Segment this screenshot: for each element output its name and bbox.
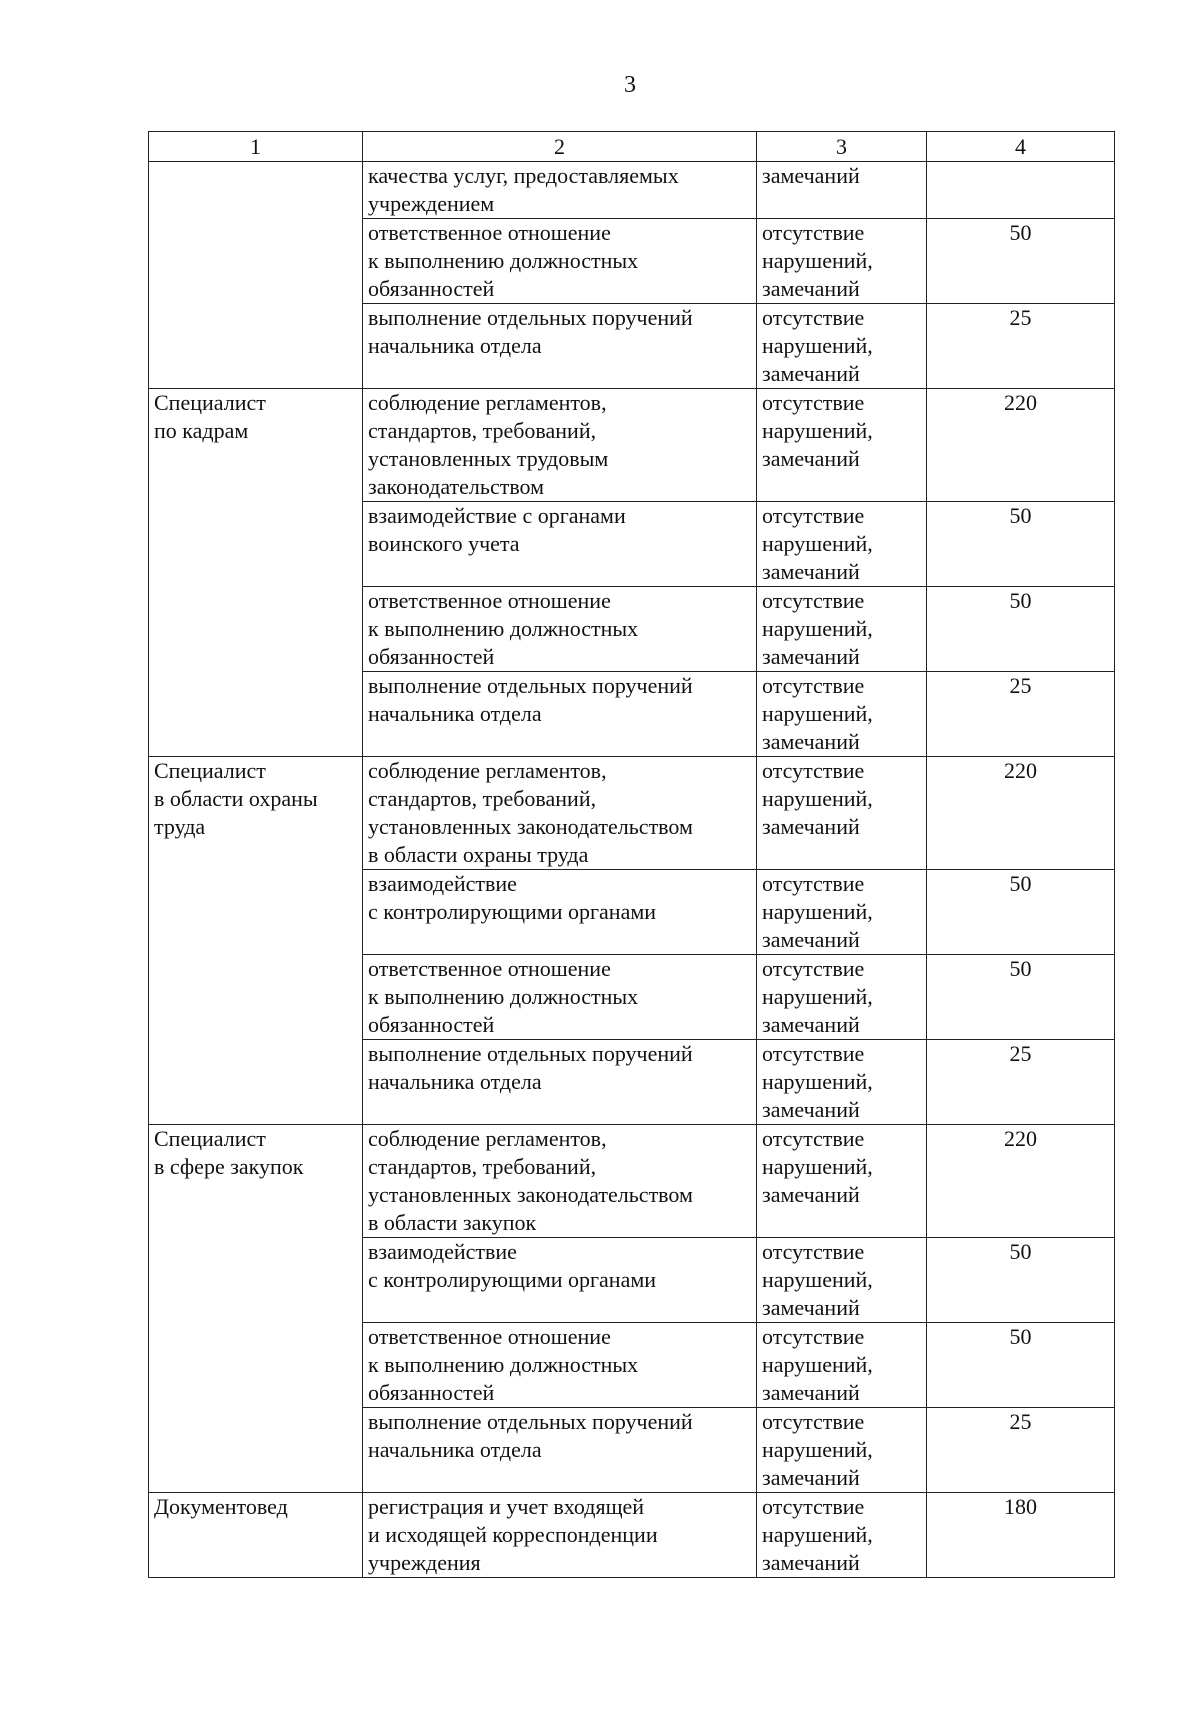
points-cell: 50 <box>927 870 1115 955</box>
points-cell: 25 <box>927 304 1115 389</box>
table-body <box>149 132 1115 1578</box>
criterion-cell: ответственное отношение к выполнению должностных обязанностей <box>363 1323 757 1408</box>
criterion-cell: регистрация и учет входящей и исходящей корреспонденции учреждения <box>363 1493 757 1578</box>
points-cell: 25 <box>927 672 1115 757</box>
criterion-cell: выполнение отдельных поручений начальника отдела <box>363 1040 757 1125</box>
criterion-cell: качества услуг, предоставляемых учреждением <box>363 162 757 219</box>
indicator-cell: замечаний <box>757 162 927 219</box>
indicator-cell: отсутствие нарушений, замечаний <box>757 502 927 587</box>
criterion-cell: соблюдение регламентов, стандартов, требований, установленных законодательством в области охраны труда <box>363 757 757 870</box>
indicator-cell: отсутствие нарушений, замечаний <box>757 1125 927 1238</box>
points-cell: 180 <box>927 1493 1115 1578</box>
criterion-cell: взаимодействие с органами воинского учета <box>363 502 757 587</box>
points-cell: 220 <box>927 389 1115 502</box>
indicator-cell: отсутствие нарушений, замечаний <box>757 1323 927 1408</box>
criterion-cell: выполнение отдельных поручений начальника отдела <box>363 672 757 757</box>
indicator-cell: отсутствие нарушений, замечаний <box>757 870 927 955</box>
points-cell: 220 <box>927 757 1115 870</box>
indicator-cell: отсутствие нарушений, замечаний <box>757 1040 927 1125</box>
page-number: 3 <box>624 72 636 98</box>
points-cell: 50 <box>927 502 1115 587</box>
points-cell: 50 <box>927 219 1115 304</box>
table-row <box>149 389 1115 502</box>
position-cell: Документовед <box>149 1493 363 1578</box>
position-cell: Специалист в области охраны труда <box>149 757 363 1125</box>
criteria-table <box>148 131 1115 1578</box>
position-cell <box>149 162 363 389</box>
criterion-cell: взаимодействие с контролирующими органами <box>363 870 757 955</box>
criterion-cell: ответственное отношение к выполнению должностных обязанностей <box>363 955 757 1040</box>
column-header: 2 <box>363 132 757 162</box>
points-cell: 50 <box>927 587 1115 672</box>
table-row <box>149 757 1115 870</box>
indicator-cell: отсутствие нарушений, замечаний <box>757 672 927 757</box>
indicator-cell: отсутствие нарушений, замечаний <box>757 304 927 389</box>
position-cell: Специалист в сфере закупок <box>149 1125 363 1493</box>
criterion-cell: ответственное отношение к выполнению должностных обязанностей <box>363 219 757 304</box>
indicator-cell: отсутствие нарушений, замечаний <box>757 587 927 672</box>
column-number-row <box>149 132 1115 162</box>
table-row <box>149 1493 1115 1578</box>
points-cell: 50 <box>927 955 1115 1040</box>
indicator-cell: отсутствие нарушений, замечаний <box>757 1238 927 1323</box>
indicator-cell: отсутствие нарушений, замечаний <box>757 219 927 304</box>
criterion-cell: выполнение отдельных поручений начальника отдела <box>363 1408 757 1493</box>
column-header: 1 <box>149 132 363 162</box>
indicator-cell: отсутствие нарушений, замечаний <box>757 757 927 870</box>
points-cell: 25 <box>927 1408 1115 1493</box>
criterion-cell: ответственное отношение к выполнению должностных обязанностей <box>363 587 757 672</box>
points-cell <box>927 162 1115 219</box>
points-cell: 50 <box>927 1238 1115 1323</box>
table-row <box>149 1125 1115 1238</box>
criterion-cell: соблюдение регламентов, стандартов, требований, установленных трудовым законодательством <box>363 389 757 502</box>
indicator-cell: отсутствие нарушений, замечаний <box>757 955 927 1040</box>
column-header: 4 <box>927 132 1115 162</box>
criterion-cell: соблюдение регламентов, стандартов, требований, установленных законодательством в области закупок <box>363 1125 757 1238</box>
position-cell: Специалист по кадрам <box>149 389 363 757</box>
criterion-cell: выполнение отдельных поручений начальника отдела <box>363 304 757 389</box>
column-header: 3 <box>757 132 927 162</box>
points-cell: 220 <box>927 1125 1115 1238</box>
indicator-cell: отсутствие нарушений, замечаний <box>757 389 927 502</box>
table-row <box>149 162 1115 219</box>
indicator-cell: отсутствие нарушений, замечаний <box>757 1493 927 1578</box>
points-cell: 25 <box>927 1040 1115 1125</box>
points-cell: 50 <box>927 1323 1115 1408</box>
criterion-cell: взаимодействие с контролирующими органами <box>363 1238 757 1323</box>
indicator-cell: отсутствие нарушений, замечаний <box>757 1408 927 1493</box>
